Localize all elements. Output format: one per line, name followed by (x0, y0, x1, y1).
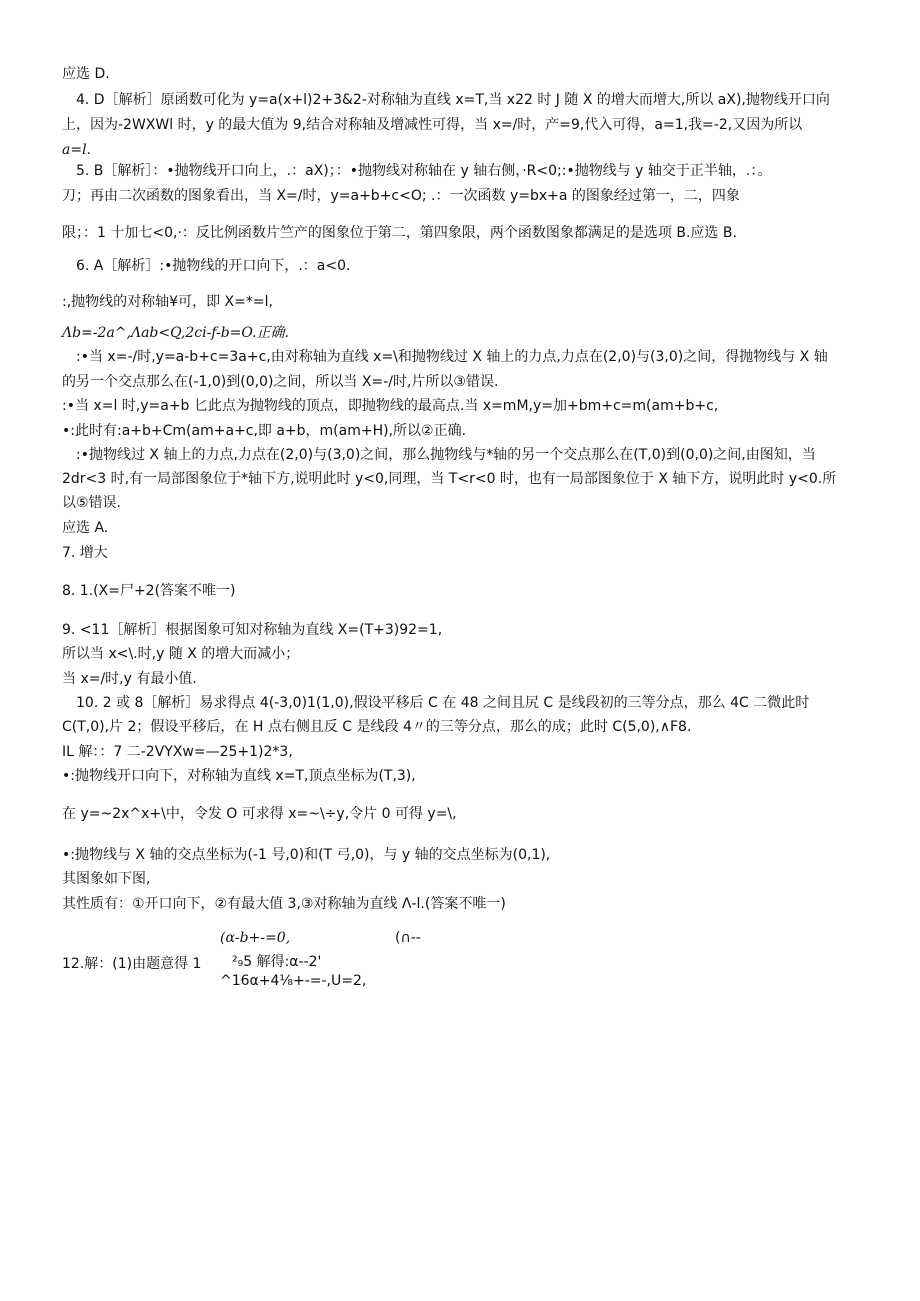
text-line: 4. D［解析］原函数可化为 y=a(x+l)2+3&2-对称轴为直线 x=T,当 x22 时 J 随 X 的增大而增大,所以 aX),抛物线开口向 (76, 92, 830, 108)
text-line: 10. 2 或 8［解析］易求得点 4(-3,0)1(1,0),假设平移后 C 在 48 之间且尻 C 是线段初的三等分点，那么 4C 二微此时 (76, 695, 810, 711)
text-line: 上，因为-2WXWl 时，y 的最大值为 9,结合对称轴及增减性可得，当 x=/时，产=9,代入可得，a=1,我=-2,又因为所以 (62, 117, 803, 133)
text-line: 9. <11［解析］根据图象可知对称轴为直线 X=(T+3)92=1, (62, 622, 443, 638)
text-line: a=l. (62, 142, 92, 158)
text-line: 12.解：(1)由题意得 1 (62, 956, 202, 972)
text-line: :•当 x=-/时,y=a-b+c=3a+c,由对称轴为直线 x=\和抛物线过 X 轴上的力点,力点在(2,0)与(3,0)之间，得抛物线与 X 轴 (76, 349, 828, 365)
text-line: 其图象如下图, (62, 871, 151, 887)
text-line: •:抛物线开口向下，对称轴为直线 x=T,顶点坐标为(T,3), (62, 768, 416, 784)
text-line: Λb=-2a^,Λab<Q,2ci-f-b=O.正确. (62, 325, 289, 341)
text-line: :•当 x=l 时,y=a+b 匕此点为抛物线的顶点，即抛物线的最高点.当 x=mM,y=加+bm+c=m(am+b+c, (62, 398, 719, 414)
text-line: C(T,0),片 2；假设平移后，在 H 点右侧且反 C 是线段 4〃的三等分点，那么的成；此时 C(5,0),∧F8. (62, 719, 692, 735)
text-line: 限；：1 十加七<0,·：反比例函数片竺产的图象位于第二，第四象限，两个函数图象都满足的是选项 B.应选 B. (62, 225, 737, 241)
formula-fragment: (∩-- (395, 930, 421, 946)
text-line: :•抛物线过 X 轴上的力点,力点在(2,0)与(3,0)之间，那么抛物线与*轴的另一个交点那么在(T,0)到(0,0)之间,由图知，当 (76, 447, 816, 463)
text-line: •:抛物线与 X 轴的交点坐标为(-1 号,0)和(T 弓,0)，与 y 轴的交点坐标为(0,1), (62, 847, 551, 863)
text-line: 所以当 x<\.时,y 随 X 的增大而减小； (62, 646, 300, 662)
text-line: 6. A［解析］:•抛物线的开口向下，.：a<0. (76, 258, 351, 274)
text-line: 的另一个交点那么在(-1,0)到(0,0)之间，所以当 X=-/时,片所以③错误. (62, 374, 499, 390)
text-line: 8. 1.(X=尸+2(答案不唯一) (62, 583, 236, 599)
text-line: 2dr<3 时,有一局部图象位于*轴下方,说明此时 y<0,同理，当 T<r<0 时，也有一局部图象位于 X 轴下方，说明此时 y<0.所 (62, 471, 837, 487)
text-line: 以⑤错误. (62, 495, 122, 511)
text-line: 应选 A. (62, 520, 109, 536)
formula-fragment: (α-b+-=0, (220, 930, 291, 946)
text-line: 5. B［解析］：•抛物线开口向上，.：aX)；：•抛物线对称轴在 y 轴右侧，·R<0;:•抛物线与 y 轴交于正半轴，.：。 (76, 163, 772, 179)
text-line: 应选 D. (62, 66, 110, 82)
text-line: 在 y=~2x^x+\中，令发 O 可求得 x=~\÷y,令片 0 可得 y=\, (62, 806, 457, 822)
formula-fragment: ^16α+4⅛+-=-,U=2, (220, 973, 367, 989)
text-line: 刀；再由二次函数的图象看出，当 X=/时，y=a+b+c<O; .：一次函数 y=bx+a 的图象经过第一，二，四象 (62, 188, 740, 204)
text-line: IL 解：：7 二-2VYXw=—25+1)2*3, (62, 744, 293, 760)
text-line: :,抛物线的对称轴¥可，即 X=*=l, (62, 294, 273, 310)
text-line: 当 x=/时,y 有最小值. (62, 671, 197, 687)
text-line: 其性质有：①开口向下，②有最大值 3,③对称轴为直线 Λ-l.(答案不唯一) (62, 896, 506, 912)
formula-fragment: ²₉5 解得:α--2' (232, 954, 322, 970)
text-line: 7. 增大 (62, 545, 108, 561)
text-line: •:此时有:a+b+Cm(am+a+c,即 a+b，m(am+H),所以②正确. (62, 423, 467, 439)
